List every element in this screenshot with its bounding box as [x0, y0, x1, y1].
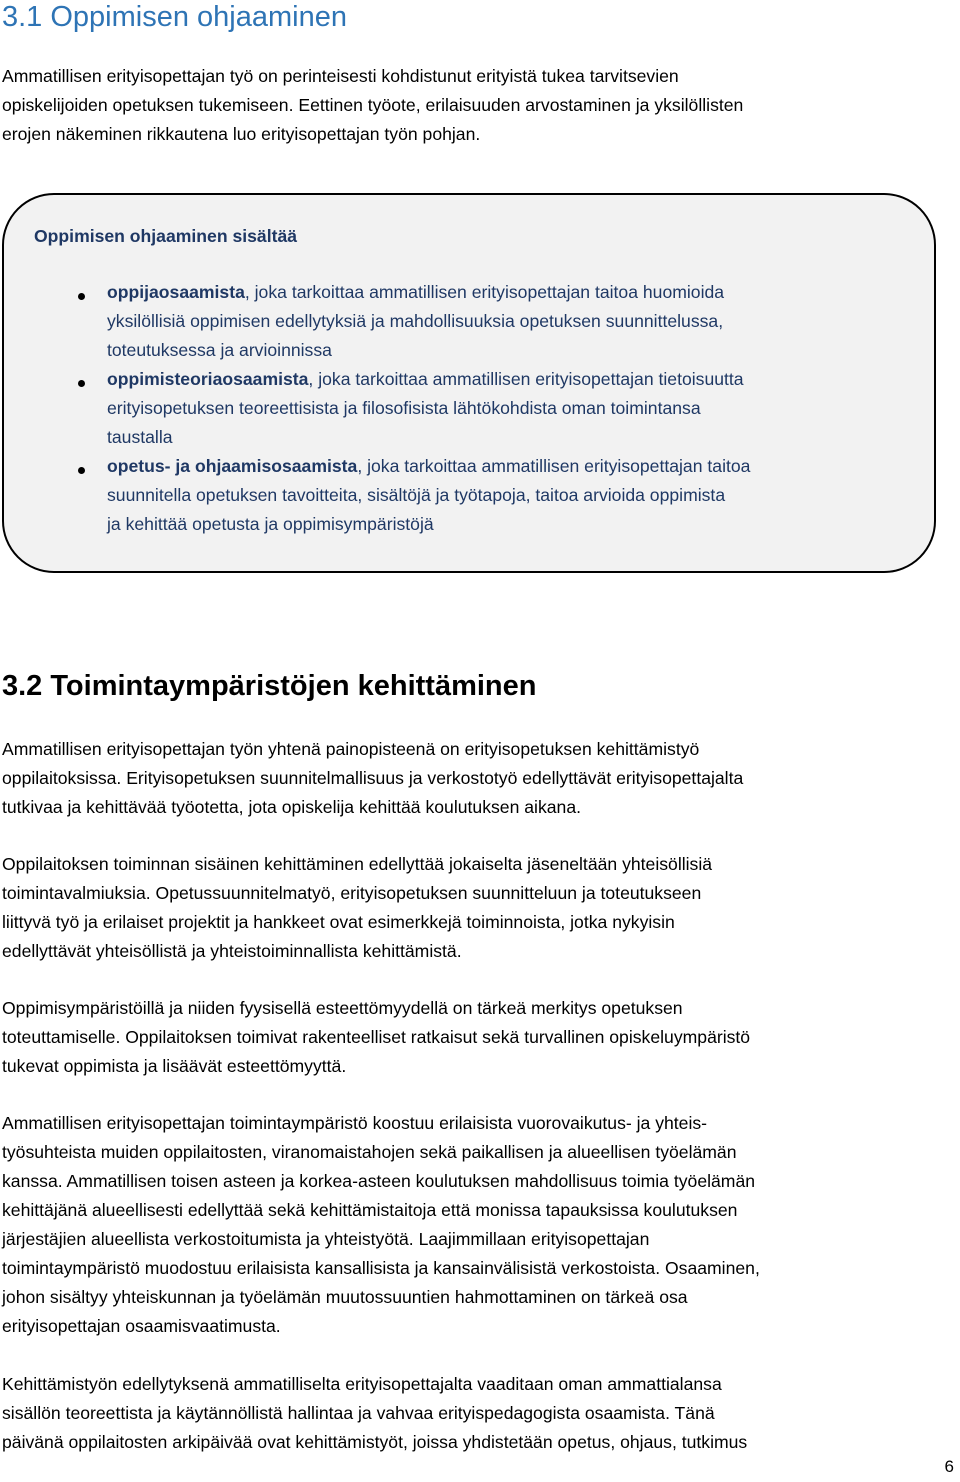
bullet-icon [78, 380, 85, 387]
text-line: toteutuksessa ja arvioinnissa [107, 340, 332, 360]
text-line: Kehittämistyön edellytyksenä ammatilliselta erityisopettajalta vaaditaan oman ammattialansa [2, 1374, 722, 1394]
text-line: toimintaympäristö muodostuu erilaisista kansallisista ja kansainvälisistä verkostoista. Osaaminen, [2, 1258, 760, 1278]
text-line: kanssa. Ammatillisen toisen asteen ja korkea-asteen koulutuksen mahdollisuus toimia työelämän [2, 1171, 756, 1191]
text-line: sisällön teoreettista ja käytännöllistä hallintaa ja vahvaa erityispedagogista osaamista. Tänä [2, 1403, 715, 1423]
text-line: työsuhteista muiden oppilaitosten, viranomaistahojen sekä paikallisen ja alueellisen työelämän [2, 1142, 737, 1162]
text-line: suunnitella opetuksen tavoitteita, sisältöjä ja työtapoja, taitoa arvioida oppimista [107, 485, 726, 505]
body-paragraph [2, 1370, 952, 1457]
text-line: tukevat oppimista ja lisäävät esteettömyyttä. [2, 1056, 347, 1076]
list-item [107, 365, 927, 452]
box-title: Oppimisen ohjaaminen sisältää [34, 226, 298, 246]
text-line: taustalla [107, 427, 173, 447]
item-term: oppijaosaamista [107, 282, 245, 302]
text-line: järjestäjien alueellista verkostoitumista ja yhteistyötä. Laajimmillaan erityisopettajan [2, 1229, 650, 1249]
text-line: johon sisältyy yhteiskunnan ja työelämän muutossuuntien hahmottaminen on tärkeä osa [2, 1287, 688, 1307]
page-number: 6 [944, 1457, 954, 1476]
bullet-icon [78, 293, 85, 300]
text-line: toimintavalmiuksia. Opetussuunnitelmatyö, erityisopetuksen suunnitteluun ja toteutukseen [2, 883, 702, 903]
body-paragraph [2, 850, 952, 966]
text-line: toteuttamiselle. Oppilaitoksen toimivat rakenteelliset ratkaisut sekä turvallinen opiskeluympäristö [2, 1027, 751, 1047]
item-text: , joka tarkoittaa ammatillisen erityisopettajan tietoisuutta [308, 369, 744, 389]
body-paragraph [2, 735, 952, 822]
text-line: oppilaitoksissa. Erityisopetuksen suunnitelmallisuus ja verkostotyö edellyttävät erityisopettajalta [2, 768, 744, 788]
list-item [107, 452, 927, 539]
list-item [107, 278, 927, 365]
text-line: ja kehittää opetusta ja oppimisympäristöjä [107, 514, 434, 534]
body-paragraph [2, 994, 952, 1081]
intro-paragraph [2, 62, 952, 149]
body-paragraph [2, 1109, 952, 1341]
text-line: päivänä oppilaitosten arkipäivää ovat kehittämistyöt, joissa yhdistetään opetus, ohjaus, tutkimus [2, 1432, 748, 1452]
section-heading-3-1: 3.1 Oppimisen ohjaaminen [2, 1, 347, 33]
item-text: , joka tarkoittaa ammatillisen erityisopettajan taitoa [357, 456, 751, 476]
text-line: Ammatillisen erityisopettajan työn yhtenä painopisteenä on erityisopetuksen kehittämistyö [2, 739, 700, 759]
text-line: Oppilaitoksen toiminnan sisäinen kehittäminen edellyttää jokaiselta jäseneltään yhteisöllisiä [2, 854, 713, 874]
item-text: , joka tarkoittaa ammatillisen erityisopettajan taitoa huomioida [244, 282, 725, 302]
text-line: Oppimisympäristöillä ja niiden fyysisellä esteettömyydellä on tärkeä merkitys opetuksen [2, 998, 683, 1018]
item-term: oppimisteoriaosaamista [107, 369, 309, 389]
text-line: yksilöllisiä oppimisen edellytyksiä ja mahdollisuuksia opetuksen suunnittelussa, [107, 311, 724, 331]
text-line: erojen näkeminen rikkautena luo erityisopettajan työn pohjan. [2, 124, 481, 144]
text-line: edellyttävät yhteisöllistä ja yhteistoiminnallista kehittämistä. [2, 941, 462, 961]
text-line: kehittäjänä alueellisesti edellyttää sekä kehittämistaitoja että monissa tapauksissa koulutuksen [2, 1200, 738, 1220]
section-heading-3-2: 3.2 Toimintaympäristöjen kehittäminen [2, 670, 537, 702]
item-term: opetus- ja ohjaamisosaamista [107, 456, 358, 476]
text-line: tutkivaa ja kehittävää työotetta, jota opiskelija kehittää koulutuksen aikana. [2, 797, 581, 817]
bullet-icon [78, 467, 85, 474]
text-line: erityisopettajan osaamisvaatimusta. [2, 1316, 281, 1336]
text-line: Ammatillisen erityisopettajan toimintaympäristö koostuu erilaisista vuorovaikutus- ja yhteis- [2, 1113, 708, 1133]
text-line: erityisopetuksen teoreettisista ja filosofisista lähtökohdista oman toimintansa [107, 398, 701, 418]
text-line: Ammatillisen erityisopettajan työ on perinteisesti kohdistunut erityistä tukea tarvitsevien [2, 66, 679, 86]
text-line: opiskelijoiden opetuksen tukemiseen. Eettinen työote, erilaisuuden arvostaminen ja yksilöllisten [2, 95, 744, 115]
text-line: liittyvä työ ja erilaiset projektit ja hankkeet ovat esimerkkejä toiminnoista, jotka nykyisin [2, 912, 675, 932]
